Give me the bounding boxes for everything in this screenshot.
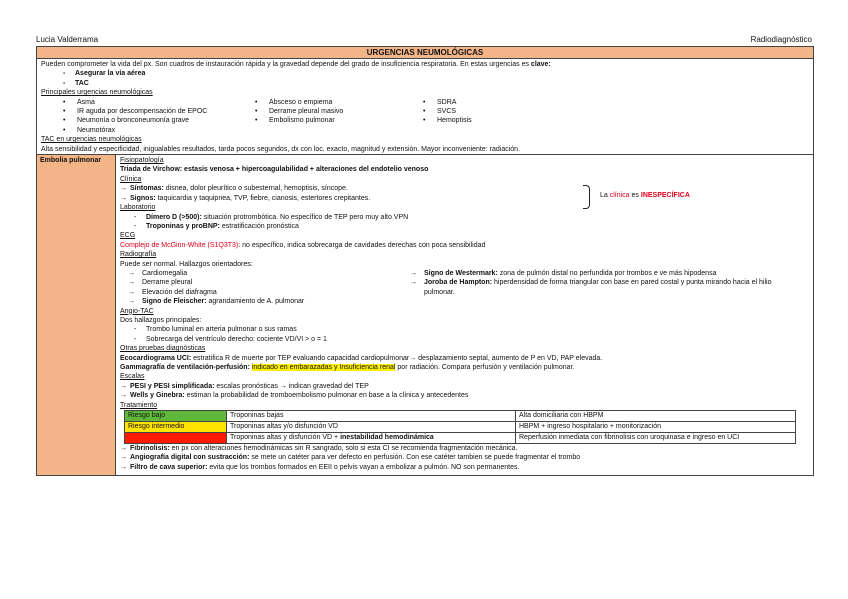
rx-item: → Elevación del diafragma xyxy=(120,288,402,297)
page-header xyxy=(36,35,812,44)
notes-table xyxy=(36,46,814,476)
risk-treatment: HBPM + ingreso hospitalario + monitorización xyxy=(516,422,796,433)
section-title: Escalas xyxy=(120,373,145,381)
signos-line xyxy=(120,194,809,203)
gamma-highlight: indicado en embarazadas y Insuficiencia renal xyxy=(251,364,396,371)
risk-criteria-text: Troponinas altas y disfunción VD + xyxy=(230,434,341,442)
urgencies-col-2 xyxy=(255,98,423,136)
brace-note xyxy=(600,191,690,200)
angiografia-text: se mete un catéter para ver defecto en perfusión. Con ese catéter tambien se puede fragmentar el trombo xyxy=(249,454,581,462)
rx-item: → Cardiomegalia xyxy=(120,269,402,278)
lab-item xyxy=(120,222,809,231)
intro-section xyxy=(37,59,813,155)
lab-label: Troponinas y proBNP: xyxy=(146,222,220,230)
intro-text xyxy=(41,60,809,69)
brace-text: es xyxy=(629,192,641,200)
pesi-text: escalas pronósticas → indican gravedad del TEP xyxy=(214,382,369,390)
intro-key-word: clave: xyxy=(530,61,551,68)
rx-item: → Derrame pleural xyxy=(120,278,402,287)
brace-text: La xyxy=(600,192,610,200)
urgencies-list xyxy=(41,98,809,136)
filtro-text: evita que los trombos formados en EEII o pelvis vayan a embolizar a pulmón. NO son permanentes. xyxy=(207,463,520,471)
section-title: Otras pruebas diagnósticas xyxy=(120,345,206,353)
gamma-label: Gammagrafía de ventilación-perfusión: xyxy=(120,364,250,371)
wells-text: estiman la probabilidad de tromboembolismo pulmonar en base a la clínica y antecedentes xyxy=(184,392,469,400)
risk-criteria-bold: inestabilidad hemodinámica xyxy=(340,434,434,442)
angiografia-label: Angiografía digital con sustracción: xyxy=(130,454,250,462)
angio-intro: Dos hallazgos principales: xyxy=(120,316,202,324)
risk-treatment: Alta domiciliaria con HBPM xyxy=(516,411,796,422)
section-title: Clínica xyxy=(120,175,142,183)
risk-criteria: Troponinas altas y/o disfunción VD xyxy=(227,422,516,433)
gamma-line xyxy=(120,363,809,372)
virchow-text: Triada de Virchow: estasis venosa + hipercoagulabilidad + alteraciones del endotelio venoso xyxy=(120,166,429,174)
rx-right xyxy=(402,269,782,307)
section-title: Radiografía xyxy=(120,251,157,259)
embolia-content xyxy=(116,155,813,475)
brace-shape xyxy=(583,185,590,209)
westermark-label: Signo de Westermark: xyxy=(424,269,498,277)
hampton-text: hiperdensidad de forma triangular con base en pared costal y punta mirando hacia el hilio pulmonar. xyxy=(424,279,772,296)
angio-item: - Trombo luminal en arteria pulmonar o sus ramas xyxy=(120,325,809,334)
list-title: Principales urgencias neumológicas xyxy=(41,89,153,97)
angiografia-line xyxy=(120,453,809,462)
brace-text: INESPECÍFICA xyxy=(640,192,690,200)
eco-line xyxy=(120,354,809,363)
section-title: Laboratorio xyxy=(120,204,156,212)
lab-label: Dímero D (>500): xyxy=(146,213,202,221)
clinica-block xyxy=(120,184,809,203)
page-title: URGENCIAS NEUMOLÓGICAS xyxy=(37,47,813,59)
risk-table xyxy=(124,410,796,444)
lab-item xyxy=(120,213,809,222)
wells-line xyxy=(120,391,809,400)
risk-level: Riesgo alto xyxy=(125,433,227,444)
urgencies-col-1 xyxy=(41,98,255,136)
hampton-label: Joroba de Hampton: xyxy=(424,279,493,287)
pesi-line xyxy=(120,382,809,391)
section-title: Tratamiento xyxy=(120,401,158,409)
author-name: Lucia Valderrama xyxy=(36,35,99,44)
rx-item xyxy=(120,297,402,306)
angio-item: - Sobrecarga del ventrículo derecho: cociente VD/VI > o = 1 xyxy=(120,335,809,344)
urgencies-col-3 xyxy=(423,98,583,136)
sintomas-line xyxy=(120,184,809,193)
list-item: • Absceso o empiema xyxy=(255,98,423,107)
section-title: Fisiopatología xyxy=(120,157,164,165)
rx-intro: Puede ser normal. Hallazgos orientadores: xyxy=(120,260,253,268)
list-item: • IR aguda por descompensación de EPOC xyxy=(63,107,255,116)
sintomas-text: disnea, dolor pleurítico o subesternal, hemoptisis, síncope. xyxy=(163,185,348,193)
list-item: • Hemoptisis xyxy=(423,116,583,125)
ecg-line xyxy=(120,241,809,250)
key-item xyxy=(41,79,809,88)
sintomas-label: Síntomas: xyxy=(130,185,164,193)
risk-criteria xyxy=(227,433,516,444)
table-row xyxy=(125,411,796,422)
key-label: Asegurar la vía aérea xyxy=(75,70,146,78)
intro-sentence: Pueden comprometer la vida del px. Son cuadros de instauración rápida y la gravedad depende del grado de insuficiencia respiratoria. En estas urgencias es xyxy=(41,61,529,68)
embolia-label: Embolia pulmonar xyxy=(37,155,116,475)
tac-title: TAC en urgencias neumológicas xyxy=(41,136,142,144)
list-item: • Derrame pleural masivo xyxy=(255,107,423,116)
table-row xyxy=(125,422,796,433)
rx-findings xyxy=(120,269,809,307)
eco-label: Ecocardiograma UCI: xyxy=(120,354,192,362)
rx-item xyxy=(402,278,782,297)
westermark-text: zona de pulmón distal no perfundida por trombos e ve más hipodensa xyxy=(497,269,717,277)
key-label: TAC xyxy=(75,79,89,87)
signos-text: taquicardia y taquipnea, TVP, fiebre, cianosis, estertores crepitantes. xyxy=(155,194,371,202)
fibrinolisis-text: en px con alteraciones hemodinámicas sin R sangrado, solo si esta CI se recomienda fragmentación mecánica. xyxy=(169,445,518,453)
wells-label: Wells y Ginebra: xyxy=(130,392,185,400)
risk-treatment: Reperfusión inmediata con fibrinolisis con uroquinasa e ingreso en UCI xyxy=(516,433,796,444)
subject-name: Radiodiagnóstico xyxy=(750,35,812,44)
section-title: Angio-TAC xyxy=(120,307,154,315)
list-item: • SDRA xyxy=(423,98,583,107)
list-item: • Neumonía o bronconeumonía grave xyxy=(63,116,255,125)
eco-text: estratifica R de muerte por TEP evaluando capacidad cardiopulmonar→ desplazamiento septal, aumento de P en VD, PAP elevada. xyxy=(191,354,603,362)
list-item: • Neumotórax xyxy=(63,126,255,135)
embolia-row xyxy=(37,155,813,475)
signos-label: Signos: xyxy=(130,194,156,202)
mcginn-label: Complejo de McGinn-White (S1Q3T3): xyxy=(120,241,241,249)
table-row xyxy=(125,433,796,444)
list-item: • Asma xyxy=(63,98,255,107)
key-item xyxy=(41,69,809,78)
fibrinolisis-label: Fibrinolisis: xyxy=(130,445,170,453)
section-title: ECG xyxy=(120,232,136,240)
filtro-line xyxy=(120,463,809,472)
mcginn-text: no específico, indica sobrecarga de cavidades derechas con poca sensibilidad xyxy=(240,241,486,249)
list-item: • Embolismo pulmonar xyxy=(255,116,423,125)
rx-left xyxy=(120,269,402,307)
fleischer-text: agrandamiento de A. pulmonar xyxy=(206,298,305,306)
tac-text: Alta sensibilidad y especificidad, inigualables resultados, tarda pocos segundos, dx con loc. exacto, magnitud y extensión. Mayor inconveniente: radiación. xyxy=(41,145,521,153)
risk-level: Riesgo bajo xyxy=(125,411,227,422)
fibrinolisis-line xyxy=(120,444,809,453)
brace-text: clínica xyxy=(609,192,630,200)
list-item: • SVCS xyxy=(423,107,583,116)
risk-level: Riesgo intermedio xyxy=(125,422,227,433)
rx-item xyxy=(402,269,782,278)
lab-text: estratificación pronóstica xyxy=(219,222,299,230)
fleischer-label: Signo de Fleischer: xyxy=(142,298,207,306)
lab-text: situación protrombótica. No específico de TEP pero muy alto VPN xyxy=(201,213,409,221)
pesi-label: PESI y PESI simplificada: xyxy=(130,382,215,390)
filtro-label: Filtro de cava superior: xyxy=(130,463,208,471)
risk-criteria: Troponinas bajas xyxy=(227,411,516,422)
gamma-text: por radiación. Compara perfusión y ventilación pulmonar. xyxy=(395,364,575,371)
